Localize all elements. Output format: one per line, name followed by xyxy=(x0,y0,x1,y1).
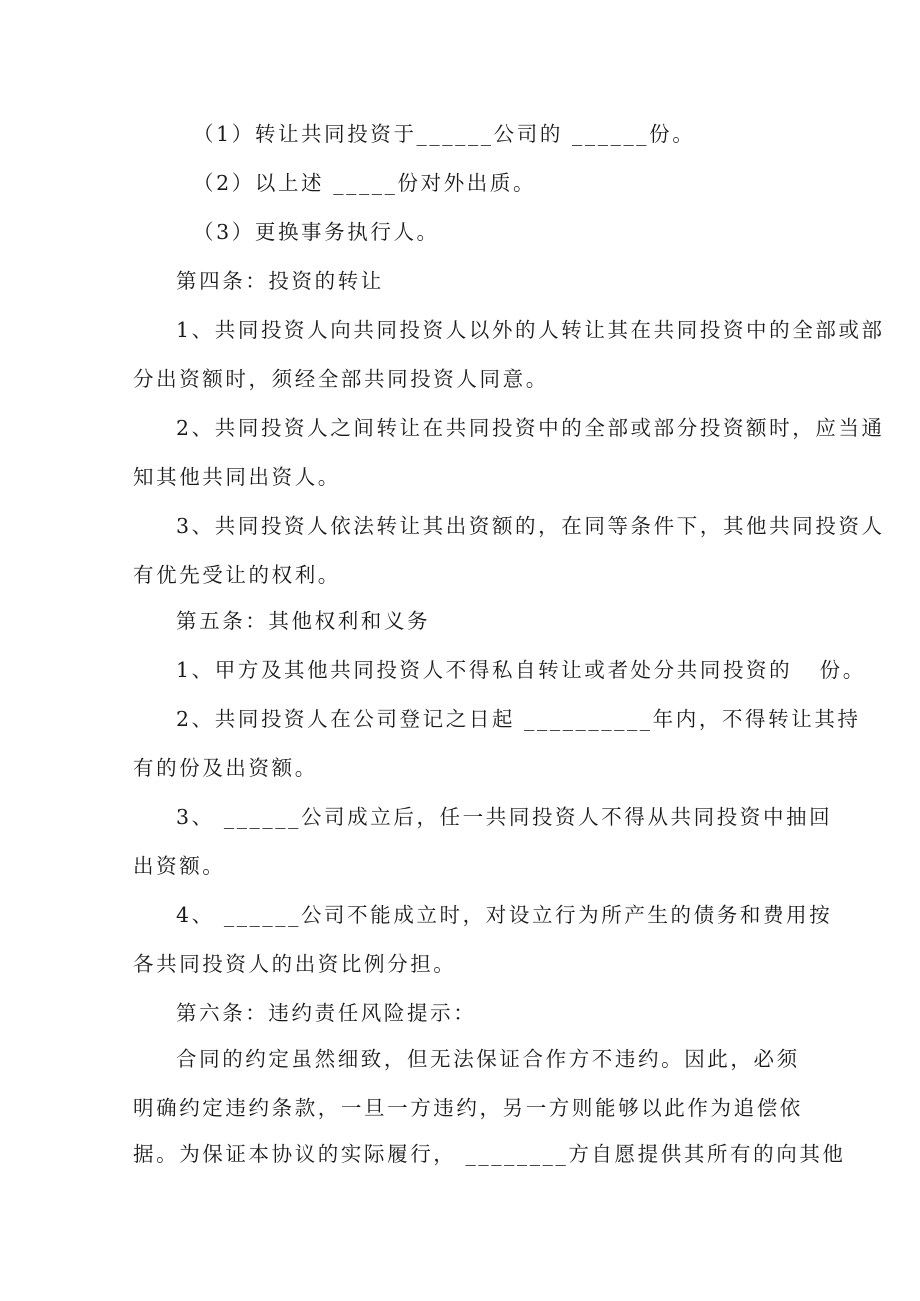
paragraph-line: 3、 ______公司成立后，任一共同投资人不得从共同投资中抽回 xyxy=(176,805,833,829)
paragraph-line: 有优先受让的权利。 xyxy=(133,563,341,587)
paragraph-line: 合同的约定虽然细致，但无法保证合作方不违约。因此，必须 xyxy=(176,1047,800,1071)
paragraph-line: 知其他共同出资人。 xyxy=(133,465,341,489)
clause-item-1: （1）转让共同投资于______公司的 ______份。 xyxy=(193,122,696,146)
clause-item-2: （2）以上述 _____份对外出质。 xyxy=(193,171,537,195)
paragraph-line: 分出资额时，须经全部共同投资人同意。 xyxy=(133,367,549,391)
paragraph-line: 有的份及出资额。 xyxy=(133,756,318,780)
paragraph-line: 各共同投资人的出资比例分担。 xyxy=(133,952,457,976)
paragraph-line: 2、共同投资人在公司登记之日起 __________年内，不得转让其持 xyxy=(176,707,861,731)
paragraph-line: 明确约定违约条款，一旦一方违约，另一方则能够以此作为追偿依 xyxy=(133,1096,803,1120)
paragraph-line: 1、共同投资人向共同投资人以外的人转让其在共同投资中的全部或部 xyxy=(176,318,885,342)
paragraph-line: 2、共同投资人之间转让在共同投资中的全部或部分投资额时，应当通 xyxy=(176,416,885,440)
section-heading-article-4: 第四条：投资的转让 xyxy=(176,269,384,293)
paragraph-line: 据。为保证本协议的实际履行， ________方自愿提供其所有的向其他 xyxy=(133,1142,846,1166)
paragraph-line: 1、甲方及其他共同投资人不得私自转让或者处分共同投资的 份。 xyxy=(176,658,866,682)
paragraph-line: 出资额。 xyxy=(133,854,226,878)
paragraph-line: 3、共同投资人依法转让其出资额的，在同等条件下，其他共同投资人 xyxy=(176,514,885,538)
section-heading-article-5: 第五条：其他权利和义务 xyxy=(176,609,431,633)
paragraph-line: 4、 ______公司不能成立时，对设立行为所产生的债务和费用按 xyxy=(176,903,833,927)
clause-item-3: （3）更换事务执行人。 xyxy=(193,220,440,244)
section-heading-article-6: 第六条：违约责任风险提示： xyxy=(176,1001,477,1025)
